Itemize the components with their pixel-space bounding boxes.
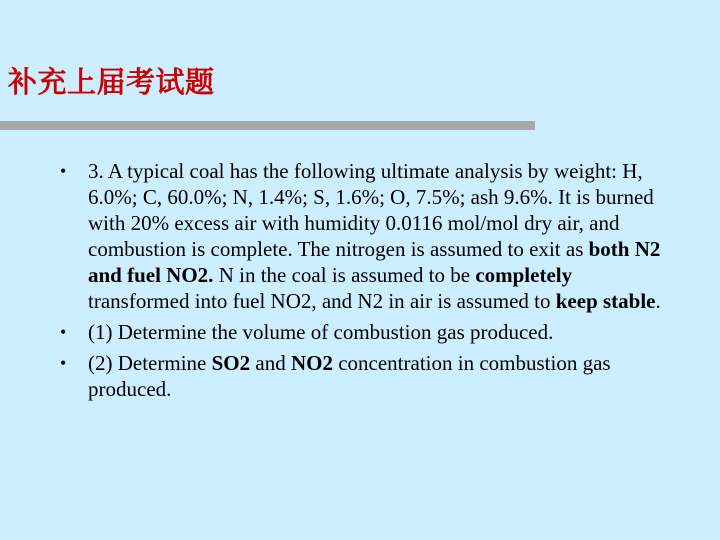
bullet-text	[88, 320, 553, 344]
bullet-text-segment-bold: SO2	[211, 351, 251, 375]
bullet-text-segment: N in the coal is assumed to be	[213, 263, 476, 287]
bullet-text-segment: concentration in combustion gas produced.	[88, 351, 611, 401]
bullet-marker: •	[60, 353, 67, 373]
bullet-marker: •	[60, 322, 67, 342]
slide-title: 补充上届考试题	[8, 65, 215, 99]
bullet-text-segment: 3. A typical coal has the following ultimate analysis by weight: H, 6.0%; C, 60.0%; N, 1.4%; S, 1.6%; O, 7.5%; ash 9.6%. It is burned with 20% excess air with humidity 0.0116 mol/mol dry air, and combustion is complete. The nitrogen is assumed to exit as	[88, 159, 654, 261]
bullet-text-segment: (2) Determine	[88, 351, 212, 375]
title-divider-bar	[0, 121, 535, 130]
bullet-text	[88, 159, 661, 313]
bullet-item	[56, 319, 666, 345]
bullet-item	[56, 350, 666, 402]
bullet-text	[88, 351, 611, 401]
bullet-text-segment: transformed into fuel NO2, and N2 in air is assumed to	[88, 289, 556, 313]
bullet-text-segment-bold: NO2	[290, 351, 333, 375]
bullet-text-segment-bold: keep stable	[555, 289, 656, 313]
bullet-list	[56, 158, 666, 407]
bullet-text-segment-bold: completely	[475, 263, 573, 287]
bullet-text-segment: .	[655, 289, 661, 313]
bullet-marker: •	[60, 161, 67, 181]
bullet-text-segment-bold: both N2 and fuel NO2.	[88, 237, 661, 287]
bullet-text-segment: (1) Determine the volume of combustion gas produced.	[88, 320, 554, 344]
bullet-item	[56, 158, 666, 314]
bullet-text-segment: and	[250, 351, 291, 375]
